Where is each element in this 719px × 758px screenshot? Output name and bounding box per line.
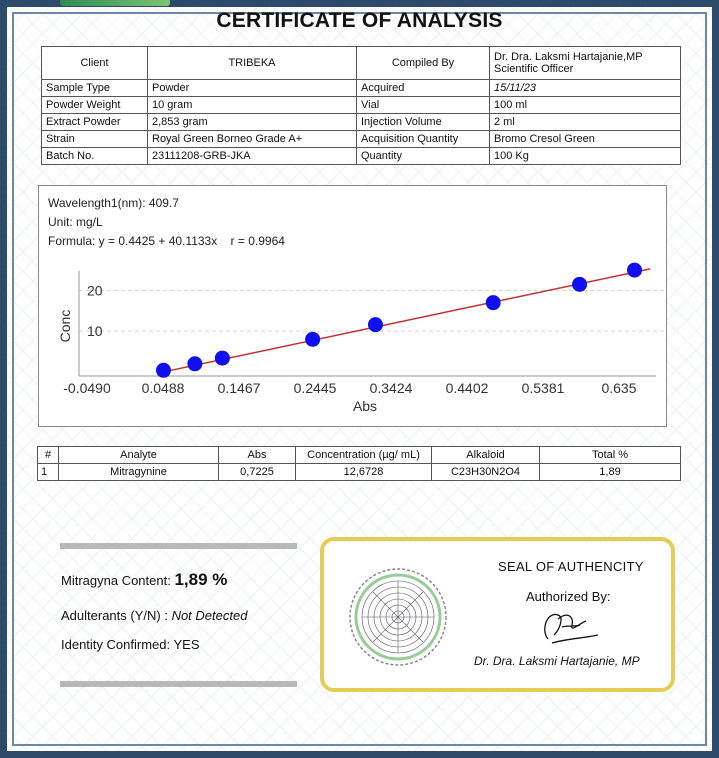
result-cell: Mitragynine [59,464,219,481]
signer-name: Dr. Dra. Laksmi Hartajanie, MP [474,654,640,668]
seal-of-authenticity-card [320,537,675,692]
authenticity-seal-icon [346,565,450,669]
adulterants-line [61,608,247,623]
info-label: Injection Volume [357,114,490,131]
compiled-by-label: Compiled By [357,47,490,80]
x-tick-label: 0.4402 [445,380,489,396]
info-value: 100 Kg [490,148,681,165]
chart-unit: Unit: mg/L [48,215,103,229]
result-header: Total % [540,447,681,464]
info-value: Powder [148,80,357,97]
info-label: Sample Type [42,80,148,97]
y-tick-label: 20 [87,282,103,299]
chart-formula: Formula: y = 0.4425 + 40.1133x r = 0.9964 [48,234,285,248]
data-point [305,332,320,347]
info-label: Extract Powder [42,114,148,131]
result-cell: 1,89 [540,464,681,481]
x-tick-label: 0.5381 [521,380,565,396]
mitragyna-content-label: Mitragyna Content: [61,573,171,588]
info-value: 2 ml [490,114,681,131]
info-row [42,114,681,131]
certificate-title: CERTIFICATE OF ANALYSIS [216,9,503,32]
calibration-chart-panel [38,185,667,427]
divider-bar-top [60,543,297,549]
adulterants-value: Not Detected [171,608,248,623]
result-cell: 12,6728 [296,464,432,481]
info-value: 15/11/23 [490,80,681,97]
info-row [42,148,681,165]
compiled-by-value [490,47,681,80]
mitragyna-content [61,570,227,590]
info-value: 2,853 gram [148,114,357,131]
info-value: Royal Green Borneo Grade A+ [148,131,357,148]
identity-confirmed: Identity Confirmed: YES [61,637,200,652]
chart-wavelength: Wavelength1(nm): 409.7 [48,196,179,210]
compiled-by-name: Dr. Dra. Laksmi Hartajanie,MP [494,51,643,63]
info-value: Bromo Cresol Green [490,131,681,148]
info-row [42,80,681,97]
info-label: Quantity [357,148,490,165]
data-point [156,363,171,378]
result-table [37,446,681,481]
info-label: Powder Weight [42,97,148,114]
info-label: Strain [42,131,148,148]
data-point [572,277,587,292]
data-point [627,263,642,278]
info-label: Acquisition Quantity [357,131,490,148]
calibration-chart [39,186,666,426]
y-tick-label: 10 [87,323,103,340]
seal-title: SEAL OF AUTHENCITY [498,559,644,574]
result-header: Alkaloid [432,447,540,464]
x-tick-label: 0.635 [601,380,637,396]
client-label: Client [42,47,148,80]
x-tick-label: -0.0490 [63,380,111,396]
info-value: 100 ml [490,97,681,114]
data-point [215,351,230,366]
result-cell: C23H30N2O4 [432,464,540,481]
info-label: Acquired [357,80,490,97]
y-axis-label: Conc [57,309,73,343]
brand-logo-strip [60,0,170,6]
result-header-row [38,447,681,464]
result-cell: 1 [38,464,59,481]
result-header: Analyte [59,447,219,464]
data-point [368,317,383,332]
x-tick-label: 0.0488 [141,380,185,396]
authorized-by-label: Authorized By: [526,589,611,604]
info-row [42,97,681,114]
info-label: Batch No. [42,148,148,165]
x-tick-label: 0.3424 [369,380,413,396]
x-axis-label: Abs [352,398,378,414]
client-value: TRIBEKA [148,47,357,80]
mitragyna-content-value: 1,89 % [174,570,228,589]
result-header: # [38,447,59,464]
data-point [187,356,202,371]
result-cell: 0,7225 [219,464,296,481]
info-row [42,131,681,148]
info-value: 10 gram [148,97,357,114]
info-label: Vial [357,97,490,114]
compiled-by-role: Scientific Officer [494,63,574,75]
signature-icon [534,605,604,649]
data-point [486,295,501,310]
divider-bar-bottom [60,681,297,687]
info-value: 23111208-GRB-JKA [148,148,357,165]
adulterants-label: Adulterants (Y/N) : [61,608,168,623]
x-tick-label: 0.2445 [293,380,337,396]
result-header: Concentration (µg/ mL) [296,447,432,464]
sample-info-table [41,46,681,165]
result-header: Abs [219,447,296,464]
result-row [38,464,681,481]
x-tick-label: 0.1467 [217,380,261,396]
info-row-client [42,47,681,80]
